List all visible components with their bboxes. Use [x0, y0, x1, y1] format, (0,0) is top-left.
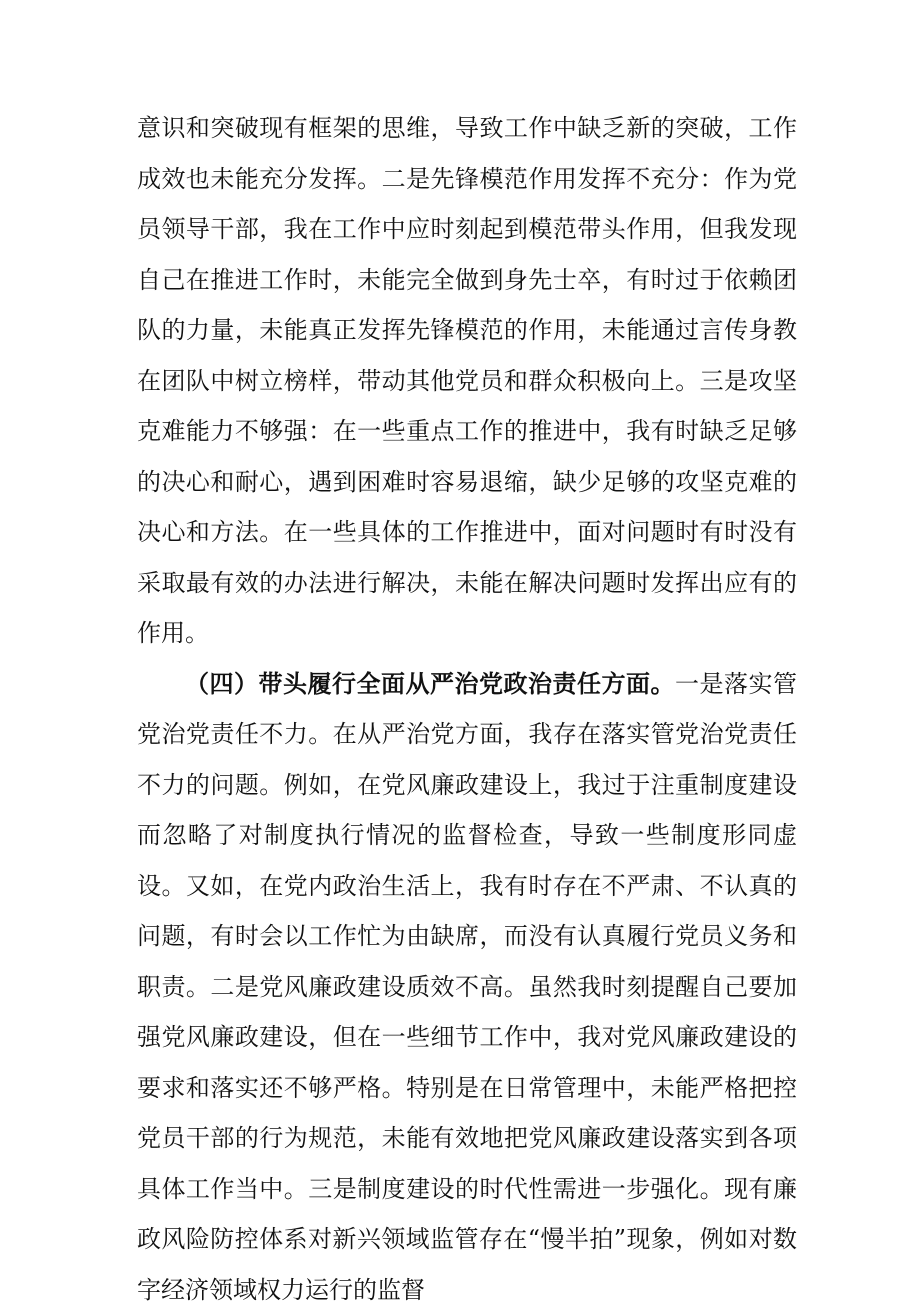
section-heading: （四）带头履行全面从严治党政治责任方面。 — [185, 669, 675, 698]
paragraph-continuation — [137, 103, 797, 659]
paragraph-text: 意识和突破现有框架的思维，导致工作中缺乏新的突破，工作成效也未能充分发挥。二是先锋模范作用发挥不充分：作为党员领导干部，我在工作中应时刻起到模范带头作用，但我发现自己在推进工作时，未能完全做到身先士卒，有时过于依赖团队的力量，未能真正发挥先锋模范的作用，未能通过言传身教在团队中树立榜样，带动其他党员和群众积极向上。三是攻坚克难能力不够强：在一些重点工作的推进中，我有时缺乏足够的决心和耐心，遇到困难时容易退缩，缺少足够的攻坚克难的决心和方法。在一些具体的工作推进中，面对问题时有时没有采取最有效的办法进行解决，未能在解决问题时发挥出应有的作用。 — [137, 114, 797, 647]
paragraph-section-four — [137, 659, 797, 1315]
document-body — [137, 103, 797, 1315]
paragraph-text: 一是落实管党治党责任不力。在从严治党方面，我存在落实管党治党责任不力的问题。例如，在党风廉政建设上，我过于注重制度建设而忽略了对制度执行情况的监督检查，导致一些制度形同虚设。又如，在党内政治生活上，我有时存在不严肃、不认真的问题，有时会以工作忙为由缺席，而没有认真履行党员义务和职责。二是党风廉政建设质效不高。虽然我时刻提醒自己要加强党风廉政建设，但在一些细节工作中，我对党风廉政建设的要求和落实还不够严格。特别是在日常管理中，未能严格把控党员干部的行为规范，未能有效地把党风廉政建设落实到各项具体工作当中。三是制度建设的时代性需进一步强化。现有廉政风险防控体系对新兴领域监管存在“慢半拍”现象，例如对数字经济领域权力运行的监督 — [137, 670, 797, 1304]
